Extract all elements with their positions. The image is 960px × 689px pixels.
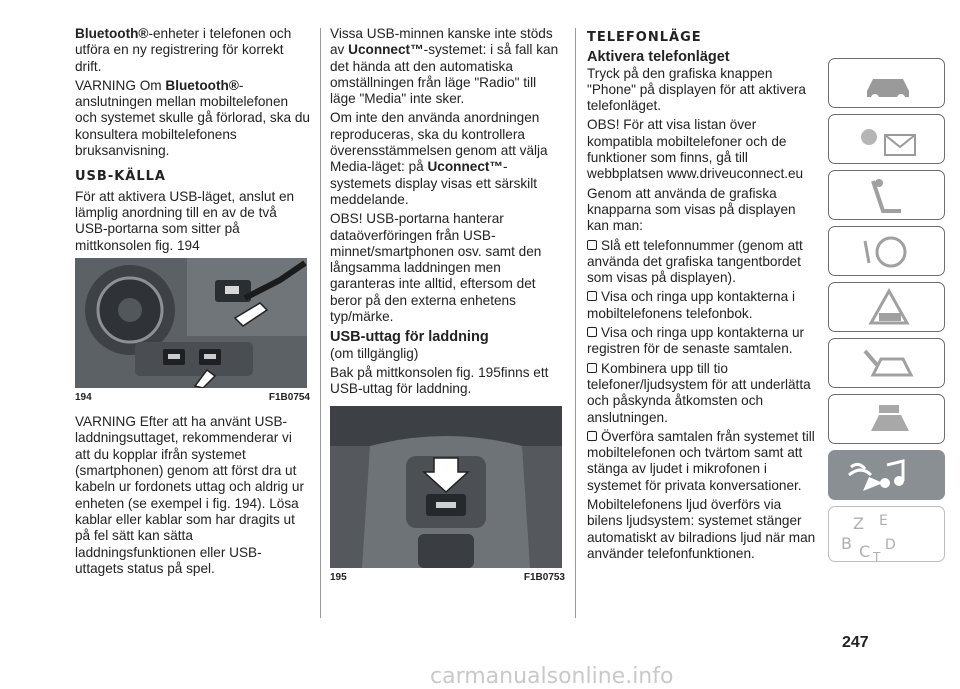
bullet-icon <box>587 431 597 441</box>
warning-usb-unplug: VARNING Efter att ha använt USB-laddningsuttaget, rekommenderar vi att du kopplar ifrån systemet (smartphonen) genom att först dra ut kabeln ur fordonets uttag och aldrig ur enheten (se exempel i fig. 194). Lösa kablar eller kablar som har dragits ut på fel sätt kan sätta laddningsfunktionen eller USB-uttagets status på spel. <box>75 414 304 576</box>
tab-steering[interactable] <box>828 226 945 276</box>
steering-icon <box>829 227 946 277</box>
subheading-optional: (om tillgänglig) <box>330 345 419 361</box>
paragraph-rear-usb: Bak på mittkonsolen fig. 195finns ett USB-uttag för laddning. <box>330 364 549 397</box>
car-icon <box>829 59 946 109</box>
page-number: 247 <box>842 634 869 651</box>
bullet-item: Slå ett telefonnummer (genom att använda det grafiska tangentbordet som visas på displayen). <box>587 237 803 286</box>
breakdown-icon <box>829 283 946 333</box>
heading-usb-charging: USB-uttag för laddning <box>330 329 489 346</box>
heading-usb-source: USB-KÄLLA <box>75 169 166 185</box>
index-letter: E <box>879 513 888 529</box>
paragraph-graphic-buttons: Genom att använda de grafiska knapparna som visas på displayen kan man: <box>587 185 796 234</box>
bullet-item: Visa och ringa upp kontakterna ur registren för de senaste samtalen. <box>587 325 805 357</box>
column-middle <box>330 26 565 594</box>
usb-ports-photo <box>75 258 307 388</box>
rear-usb-photo <box>330 406 562 568</box>
index-letters-icon <box>829 507 946 563</box>
caption-195: 195 F1B0753 <box>330 571 565 583</box>
note-usb-ports: OBS! USB-portarna hanterar dataöverföringen från USB-minnet/smartphonen osv. samt den långsamma laddningen men garanteras inte alltid, eftersom det beror på den externa enhetens typ/märke. <box>330 211 542 325</box>
heading-phone-mode: TELEFONLÄGE <box>587 30 702 45</box>
technical-data-icon <box>829 395 946 445</box>
note-compatible-phones: OBS! För att visa listan över kompatibla mobiltelefoner och de funktioner som finns, gå till webbplatsen www.driveuconnect.eu <box>587 117 804 182</box>
paragraph-bluetooth-reregister: Bluetooth®-enheter i telefonen och utföra en ny registrering för korrekt drift. <box>75 26 292 74</box>
index-letter: Z <box>853 514 864 533</box>
tab-multimedia[interactable] <box>828 450 945 500</box>
column-left <box>75 26 310 580</box>
subheading-activate-phone: Aktivera telefonläget <box>587 49 730 66</box>
bullet-icon <box>587 327 597 337</box>
bullet-icon <box>587 363 597 373</box>
wrench-car-icon <box>829 339 946 389</box>
caption-194: 194 F1B0754 <box>75 391 310 403</box>
brand-bluetooth: Bluetooth® <box>75 26 149 41</box>
bullet-item: Överföra samtalen från systemet till mobiltelefonen och tvärtom samt att stänga av ljudet i mikrofonen i systemet för privata konversationer. <box>587 428 815 493</box>
bullet-icon <box>587 240 597 250</box>
bullet-item: Visa och ringa upp kontakterna i mobiltelefonens telefonbok. <box>587 289 795 321</box>
figure-194-usb-ports <box>75 258 307 388</box>
tab-car[interactable] <box>828 58 945 108</box>
column-right <box>587 26 819 565</box>
bullet-item: Kombinera upp till tio telefoner/ljudsystem för att underlätta och påskynda åtkomsten och anslutningen. <box>587 360 811 425</box>
paragraph-media-mode: Om inte den använda anordningen reproduceras, ska du kontrollera överensstämmelsen genom att välja Media-läget: på Uconnect™-systemets display visas ett särskilt meddelande. <box>330 110 548 207</box>
tab-breakdown[interactable] <box>828 282 945 332</box>
paragraph-audio-transfer: Mobiltelefonens ljud överförs via bilens ljudsystem: systemet stänger automatiskt av bilradions ljud när man använder telefonfunktionen. <box>587 497 816 561</box>
tab-technical-data[interactable] <box>828 394 945 444</box>
tab-maintenance[interactable] <box>828 338 945 388</box>
tab-warning-lights[interactable] <box>828 114 945 164</box>
paragraph-usb-activate: För att aktivera USB-läget, anslut en lämplig anordning till en av de två USB-portarna som sitter på mittkonsolen fig. 194 <box>75 188 295 253</box>
tab-seat-airbag[interactable] <box>828 170 945 220</box>
divider-1 <box>320 28 321 618</box>
index-letter: C <box>859 542 871 561</box>
warning-lights-icon <box>829 115 946 165</box>
index-letter: D <box>885 537 896 553</box>
seat-airbag-icon <box>829 171 946 221</box>
tab-index[interactable] <box>828 506 945 562</box>
bullet-icon <box>587 291 597 301</box>
paragraph-usb-memory: Vissa USB-minnen kanske inte stöds av Uconnect™-systemet: i så fall kan det hända att den automatiska omställningen från läge "Radio" till läge "Media" inte sker. <box>330 26 559 107</box>
index-letter: B <box>841 534 852 553</box>
watermark: carmanualsonline.info <box>430 664 674 689</box>
multimedia-icon <box>829 451 946 501</box>
index-letter: T <box>873 550 881 563</box>
paragraph-phone-button: Tryck på den grafiska knappen "Phone" på displayen för att aktivera telefonläget. <box>587 65 806 114</box>
figure-195-rear-usb <box>330 406 562 568</box>
divider-2 <box>575 28 576 618</box>
warning-bluetooth: VARNING Om Bluetooth®-anslutningen mellan mobiltelefonen och systemet skulle gå förlorad, ska du konsultera mobiltelefonens bruksanvisning. <box>75 77 310 159</box>
